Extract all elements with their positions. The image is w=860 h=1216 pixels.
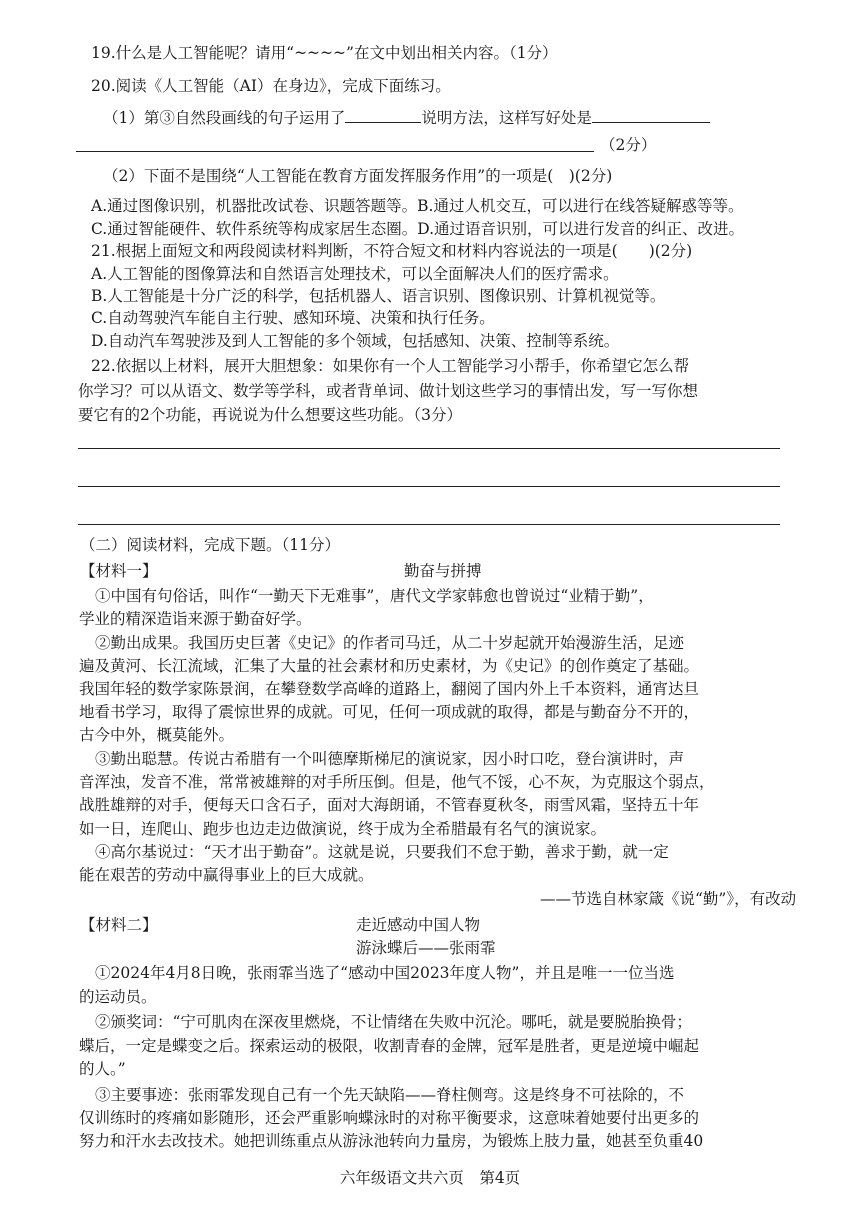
material-2-line: ①2024年4月8日晚，张雨霏当选了“感动中国2023年度人物”，并且是唯一一位当选 (95, 964, 675, 982)
material-1-line: 如一日，连爬山、跑步也边走边做演说，终于成为全希腊最有名气的演说家。 (79, 820, 607, 838)
question-21: 21.根据上面短文和两段阅读材料判断，不符合短文和材料内容说法的一项是( )(2分) (91, 242, 693, 260)
material-2-line: 仅训练时的疼痛如影随形，还会严重影响蝶泳时的对称平衡要求，这意味着她要付出更多的 (79, 1109, 700, 1127)
question-21-option-d: D.自动汽车驾驶涉及到人工智能的多个领域，包括感知、决策、控制等系统。 (91, 332, 620, 350)
answer-line-benefit[interactable] (76, 151, 594, 152)
material-1-line: 遍及黄河、长江流域，汇集了大量的社会素材和历史素材，为《史记》的创作奠定了基础。 (79, 657, 700, 675)
answer-line[interactable] (78, 448, 780, 449)
material-2-line: 努力和汗水去改技术。她把训练重点从游泳池转向力量房，为锻炼上肢力量，她甚至负重40 (79, 1132, 704, 1150)
material-1-line: ④高尔基说过：“天才出于勤奋”。这就是说，只要我们不怠于勤，善求于勤，就一定 (95, 843, 669, 861)
answer-line[interactable] (78, 486, 780, 487)
material-1-line: 古今中外，概莫能外。 (79, 726, 235, 744)
material-1-line: ②勤出成果。我国历史巨著《史记》的作者司马迁，从二十岁起就开始漫游生活，足迹 (95, 634, 685, 652)
material-2-subtitle: 游泳蝶后——张雨霏 (356, 939, 496, 957)
question-21-option-b: B.人工智能是十分广泛的科学，包括机器人、语言识别、图像识别、计算机视觉等。 (91, 287, 666, 305)
question-20-1-text-b: 说明方法，这样写好处是 (421, 109, 592, 127)
material-1-line: 我国年轻的数学家陈景润，在攀登数学高峰的道路上，翻阅了国内外上千本资料，通宵达旦 (79, 680, 700, 698)
material-2-line: 的运动员。 (79, 988, 157, 1006)
material-1-line: ③勤出聪慧。传说古希腊有一个叫德摩斯梯尼的演说家，因小时口吃，登台演讲时，声 (95, 750, 685, 768)
material-1-tag: 【材料一】 (80, 562, 158, 580)
material-1-title: 勤奋与拼搏 (404, 562, 482, 580)
material-2-line: ②颁奖词：“宁可肌肉在深夜里燃烧，不让情绪在失败中沉沦。哪吒，就是要脱胎换骨； (95, 1013, 692, 1031)
question-20-option-ab: A.通过图像识别，机器批改试卷、识题答题等。B.通过人机交互，可以进行在线答疑解惑等等。 (91, 197, 744, 215)
question-20-1-text-a: （1）第③自然段画线的句子运用了 (103, 109, 346, 127)
question-22-line: 要它有的2个功能，再说说为什么想要这些功能。（3分） (78, 406, 462, 424)
question-20-2: （2）下面不是围绕“人工智能在教育方面发挥服务作用”的一项是( )(2分) (103, 167, 613, 185)
question-21-option-a: A.人工智能的图像算法和自然语言处理技术，可以全面解决人们的医疗需求。 (91, 265, 619, 283)
section-heading: （二）阅读材料，完成下题。（11分） (80, 536, 340, 554)
material-1-source: ——节选自林家箴《说“勤”》，有改动 (540, 890, 797, 908)
question-20-1-score: （2分） (600, 136, 657, 154)
page-footer: 六年级语文共六页 第4页 (339, 1169, 521, 1187)
question-22-line: 22.依据以上材料，展开大胆想象：如果你有一个人工智能学习小帮手，你希望它怎么帮 (91, 357, 690, 375)
material-1-line: 地看书学习，取得了震惊世界的成就。可见，任何一项成就的取得，都是与勤奋分不开的， (79, 703, 700, 721)
question-20: 20.阅读《人工智能（AI）在身边》，完成下面练习。 (91, 77, 451, 95)
material-2-line: ③主要事迹：张雨霏发现自己有一个先天缺陷——脊柱侧弯。这是终身不可祛除的，不 (95, 1086, 685, 1104)
material-2-line: 蝶后，一定是蝶变之后。探索运动的极限，收割青春的金牌，冠军是胜者，更是逆境中崛起 (79, 1037, 700, 1055)
answer-blank-method[interactable] (345, 106, 421, 123)
material-2-line: 的人。” (79, 1060, 126, 1078)
material-1-line: 能在艰苦的劳动中赢得事业上的巨大成就。 (79, 866, 374, 884)
material-2-tag: 【材料二】 (80, 916, 158, 934)
material-1-line: 音浑浊，发音不准，常常被雄辩的对手所压倒。但是，他气不馁，心不灰，为克服这个弱点， (79, 773, 715, 791)
material-2-title: 走近感动中国人物 (356, 916, 481, 934)
question-20-1 (103, 106, 710, 129)
answer-blank-benefit[interactable] (592, 106, 710, 123)
material-1-line: 学业的精深造诣来源于勤奋好学。 (79, 610, 312, 628)
material-1-line: ①中国有句俗话，叫作“一勤天下无难事”，唐代文学家韩愈也曾说过“业精于勤”， (95, 587, 654, 605)
question-22-line: 你学习？可以从语文、数学等学科，或者背单词、做计划这些学习的事情出发，写一写你想 (78, 382, 699, 400)
question-21-option-c: C.自动驾驶汽车能自主行驶、感知环境、决策和执行任务。 (91, 309, 495, 327)
question-20-option-cd: C.通过智能硬件、软件系统等构成家居生态圈。D.通过语音识别，可以进行发音的纠正、改进。 (91, 220, 745, 238)
answer-line[interactable] (78, 524, 780, 525)
question-19: 19.什么是人工智能呢？请用“~~~~”在文中划出相关内容。（1分） (91, 44, 558, 62)
material-1-line: 战胜雄辩的对手，便每天口含石子，面对大海朗诵，不管春夏秋冬，雨雪风霜，坚持五十年 (79, 796, 700, 814)
